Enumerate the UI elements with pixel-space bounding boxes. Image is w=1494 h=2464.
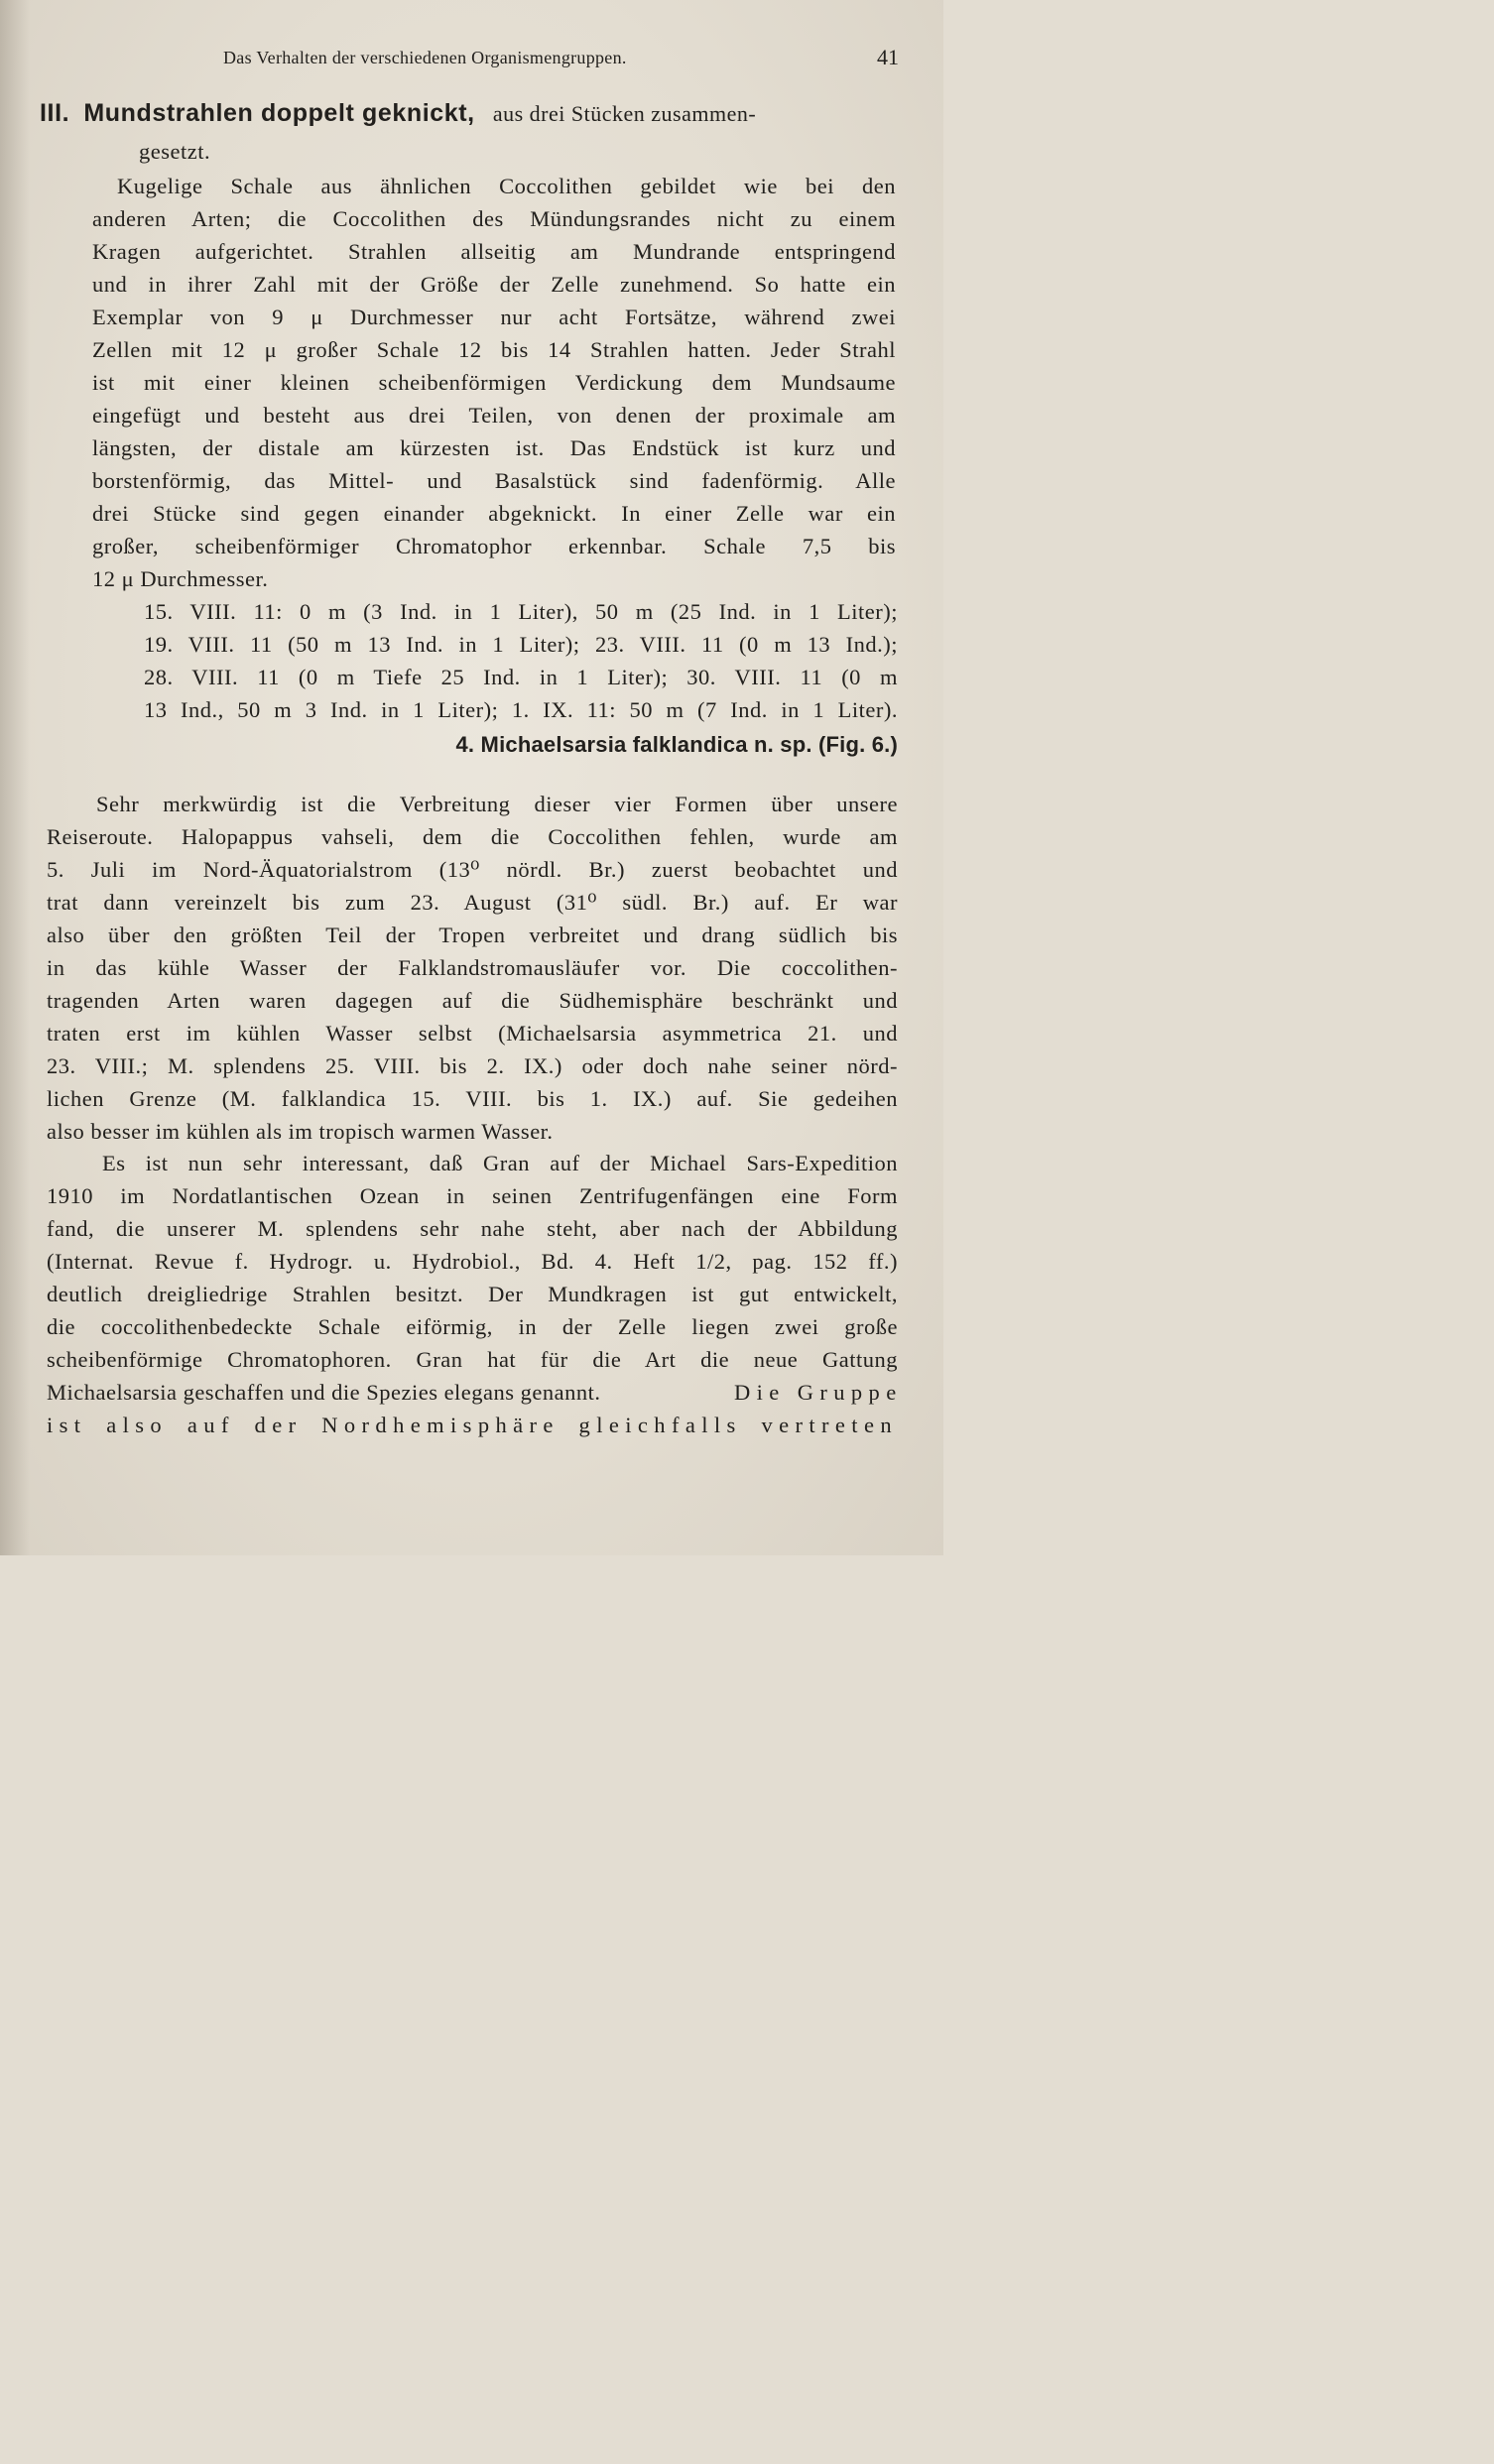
record-line: 19. VIII. 11 (50 m 13 Ind. in 1 Liter); 23. VIII. 11 (0 m 13 Ind.); bbox=[144, 632, 898, 657]
record-line: 28. VIII. 11 (0 m Tiefe 25 Ind. in 1 Liter); 30. VIII. 11 (0 m bbox=[144, 665, 898, 689]
paragraph-line: traten erst im kühlen Wasser selbst (Michaelsarsia asymmetrica 21. und bbox=[47, 1021, 898, 1046]
description-line: Kugelige Schale aus ähnlichen Coccolithen gebildet wie bei den bbox=[117, 174, 896, 198]
paragraph-line: Sehr merkwürdig ist die Verbreitung dieser vier Formen über unsere bbox=[96, 792, 898, 816]
paragraph-line: deutlich dreigliedrige Strahlen besitzt. Der Mundkragen ist gut entwickelt, bbox=[47, 1282, 898, 1306]
description-line: 12 μ Durchmesser. bbox=[92, 566, 269, 591]
paragraph-line: trat dann vereinzelt bis zum 23. August (31⁰ südl. Br.) auf. Er war bbox=[47, 890, 898, 915]
running-head bbox=[0, 45, 943, 75]
description-line: Exemplar von 9 μ Durchmesser nur acht Fortsätze, während zwei bbox=[92, 305, 896, 329]
section-numeral: III. bbox=[40, 99, 70, 127]
section-heading-bold: Mundstrahlen doppelt geknickt, bbox=[83, 99, 475, 127]
page-number: 41 bbox=[877, 45, 899, 69]
description-line: großer, scheibenförmiger Chromatophor erkennbar. Schale 7,5 bis bbox=[92, 534, 896, 558]
description-line: und in ihrer Zahl mit der Größe der Zelle zunehmend. So hatte ein bbox=[92, 272, 896, 297]
description-line: Kragen aufgerichtet. Strahlen allseitig am Mundrande entspringend bbox=[92, 239, 896, 264]
description-line: anderen Arten; die Coccolithen des Mündungsrandes nicht zu einem bbox=[92, 206, 896, 231]
description-line: Zellen mit 12 μ großer Schale 12 bis 14 Strahlen hatten. Jeder Strahl bbox=[92, 337, 896, 362]
record-line: 15. VIII. 11: 0 m (3 Ind. in 1 Liter), 50 m (25 Ind. in 1 Liter); bbox=[144, 599, 898, 624]
paragraph-line: fand, die unserer M. splendens sehr nahe steht, aber nach der Abbildung bbox=[47, 1216, 898, 1241]
paragraph-line: lichen Grenze (M. falklandica 15. VIII. bis 1. IX.) auf. Sie gedeihen bbox=[47, 1086, 898, 1111]
running-title: Das Verhalten der verschiedenen Organismengruppen. bbox=[223, 48, 627, 67]
section-heading-rest: aus drei Stücken zusammen- bbox=[492, 101, 757, 126]
species-caption: 4. Michaelsarsia falklandica n. sp. (Fig. 6.) bbox=[455, 732, 898, 757]
description-line: längsten, der distale am kürzesten ist. Das Endstück ist kurz und bbox=[92, 435, 896, 460]
description-line: drei Stücke sind gegen einander abgeknickt. In einer Zelle war ein bbox=[92, 501, 896, 526]
paragraph-line: Michaelsarsia geschaffen und die Spezies elegans genannt. bbox=[47, 1380, 601, 1405]
page-gutter-shadow bbox=[0, 0, 30, 1555]
spaced-emphasis: Die Gruppe bbox=[734, 1380, 903, 1405]
paragraph-line: tragenden Arten waren dagegen auf die Südhemisphäre beschränkt und bbox=[47, 988, 898, 1013]
description-line: borstenförmig, das Mittel- und Basalstück sind fadenförmig. Alle bbox=[92, 468, 896, 493]
paragraph-line: also besser im kühlen als im tropisch warmen Wasser. bbox=[47, 1119, 554, 1144]
paragraph-line: 1910 im Nordatlantischen Ozean in seinen Zentrifugenfängen eine Form bbox=[47, 1183, 898, 1208]
spaced-emphasis-line: ist also auf der Nordhemisphäre gleichfalls vertreten bbox=[47, 1413, 898, 1437]
paragraph-line: also über den größten Teil der Tropen verbreitet und drang südlich bis bbox=[47, 923, 898, 947]
paragraph-line: Reiseroute. Halopappus vahseli, dem die Coccolithen fehlen, wurde am bbox=[47, 824, 898, 849]
description-line: ist mit einer kleinen scheibenförmigen Verdickung dem Mundsaume bbox=[92, 370, 896, 395]
paragraph-line: 5. Juli im Nord-Äquatorialstrom (13⁰ nördl. Br.) zuerst beobachtet und bbox=[47, 857, 898, 882]
paragraph-line: in das kühle Wasser der Falklandstromausläufer vor. Die coccolithen- bbox=[47, 955, 898, 980]
paragraph-line: (Internat. Revue f. Hydrogr. u. Hydrobiol., Bd. 4. Heft 1/2, pag. 152 ff.) bbox=[47, 1249, 898, 1274]
description-line: eingefügt und besteht aus drei Teilen, von denen der proximale am bbox=[92, 403, 896, 428]
section-heading bbox=[40, 99, 756, 128]
section-heading-continuation: gesetzt. bbox=[139, 139, 211, 164]
paragraph-line: 23. VIII.; M. splendens 25. VIII. bis 2. IX.) oder doch nahe seiner nörd- bbox=[47, 1053, 898, 1078]
paragraph-line: Es ist nun sehr interessant, daß Gran auf der Michael Sars-Expedition bbox=[102, 1151, 898, 1175]
book-page bbox=[0, 0, 943, 1555]
paragraph-line: die coccolithenbedeckte Schale eiförmig, in der Zelle liegen zwei große bbox=[47, 1314, 898, 1339]
record-line: 13 Ind., 50 m 3 Ind. in 1 Liter); 1. IX. 11: 50 m (7 Ind. in 1 Liter). bbox=[144, 697, 898, 722]
paragraph-line: scheibenförmige Chromatophoren. Gran hat für die Art die neue Gattung bbox=[47, 1347, 898, 1372]
